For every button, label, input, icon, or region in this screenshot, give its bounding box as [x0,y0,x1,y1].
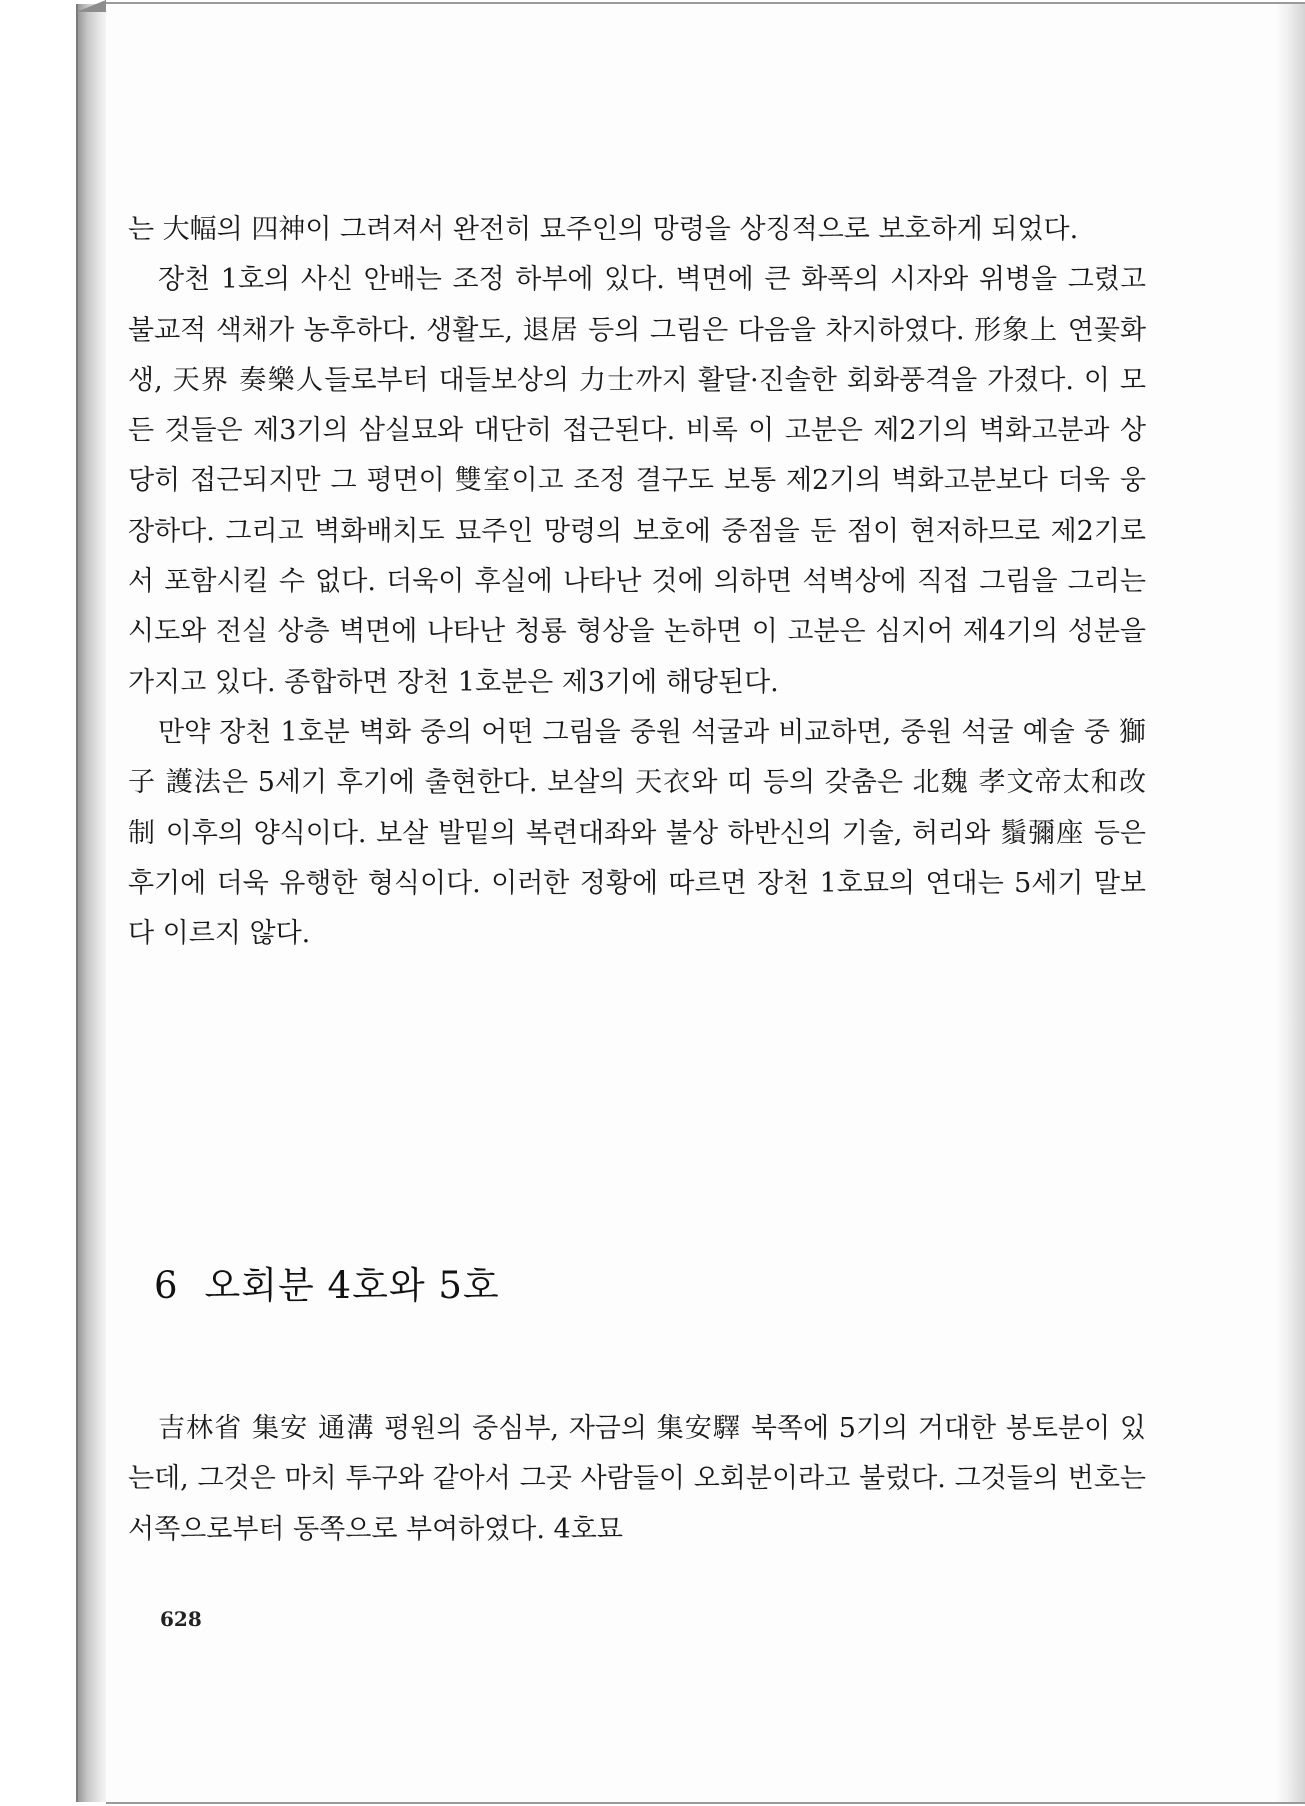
section-number: 6 [154,1264,179,1307]
paragraph-jangcheon-layout: 장천 1호의 사신 안배는 조정 하부에 있다. 벽면에 큰 화폭의 시자와 위병을 그렸고 불교적 색채가 농후하다. 생활도, 退居 등의 그림은 다음을 차지하였다. 形象上 연꽃화생, 天界 奏樂人들로부터 대들보상의 力士까지 활달·진솔한 회화풍격을 가졌다. 이 모든 것들은 제3기의 삼실묘와 대단히 접근된다. 비록 이 고분은 제2기의 벽화고분과 상당히 접근되지만 그 평면이 雙室이고 조정 결구도 보통 제2기의 벽화고분보다 더욱 웅장하다. 그리고 벽화배치도 묘주인 망령의 보호에 중점을 둔 점이 현저하므로 제2기로서 포함시킬 수 없다. 더욱이 후실에 나타난 것에 의하면 석벽상에 직접 그림을 그리는 시도와 전실 상층 벽면에 나타난 청룡 형상을 논하면 이 고분은 심지어 제4기의 성분을 가지고 있다. 종합하면 장천 1호분은 제3기에 해당된다. [128,264,1146,698]
paragraph-jangcheon-dating: 만약 장천 1호분 벽화 중의 어떤 그림을 중원 석굴과 비교하면, 중원 석굴 예술 중 獅子 護法은 5세기 후기에 출현한다. 보살의 天衣와 띠 등의 갖춤은 北魏 孝文帝太和改制 이후의 양식이다. 보살 발밑의 복련대좌와 불상 하반신의 기술, 허리와 鬚彌座 등은 후기에 더욱 유행한 형식이다. 이러한 정황에 따르면 장천 1호묘의 연대는 5세기 말보다 이르지 않다. [128,716,1146,950]
book-spine-edge [76,4,106,1802]
body-text-upper [128,205,1146,959]
page-edge-shadow [1275,4,1305,1802]
section-title: 오회분 4호와 5호 [204,1264,500,1307]
body-text-lower [128,1404,1146,1555]
page-number: 628 [160,1607,202,1631]
paragraph-continuation: 는 大幅의 四神이 그려져서 완전히 묘주인의 망령을 상징적으로 보호하게 되었다. [128,214,1079,245]
section-heading [154,1255,500,1309]
paragraph-ohoebun-intro: 吉林省 集安 通溝 평원의 중심부, 자금의 集安驛 북쪽에 5기의 거대한 봉토분이 있는데, 그것은 마치 투구와 같아서 그곳 사람들이 오회분이라고 불렀다. 그것들의 번호는 서쪽으로부터 동쪽으로 부여하였다. 4호묘 [128,1413,1146,1545]
